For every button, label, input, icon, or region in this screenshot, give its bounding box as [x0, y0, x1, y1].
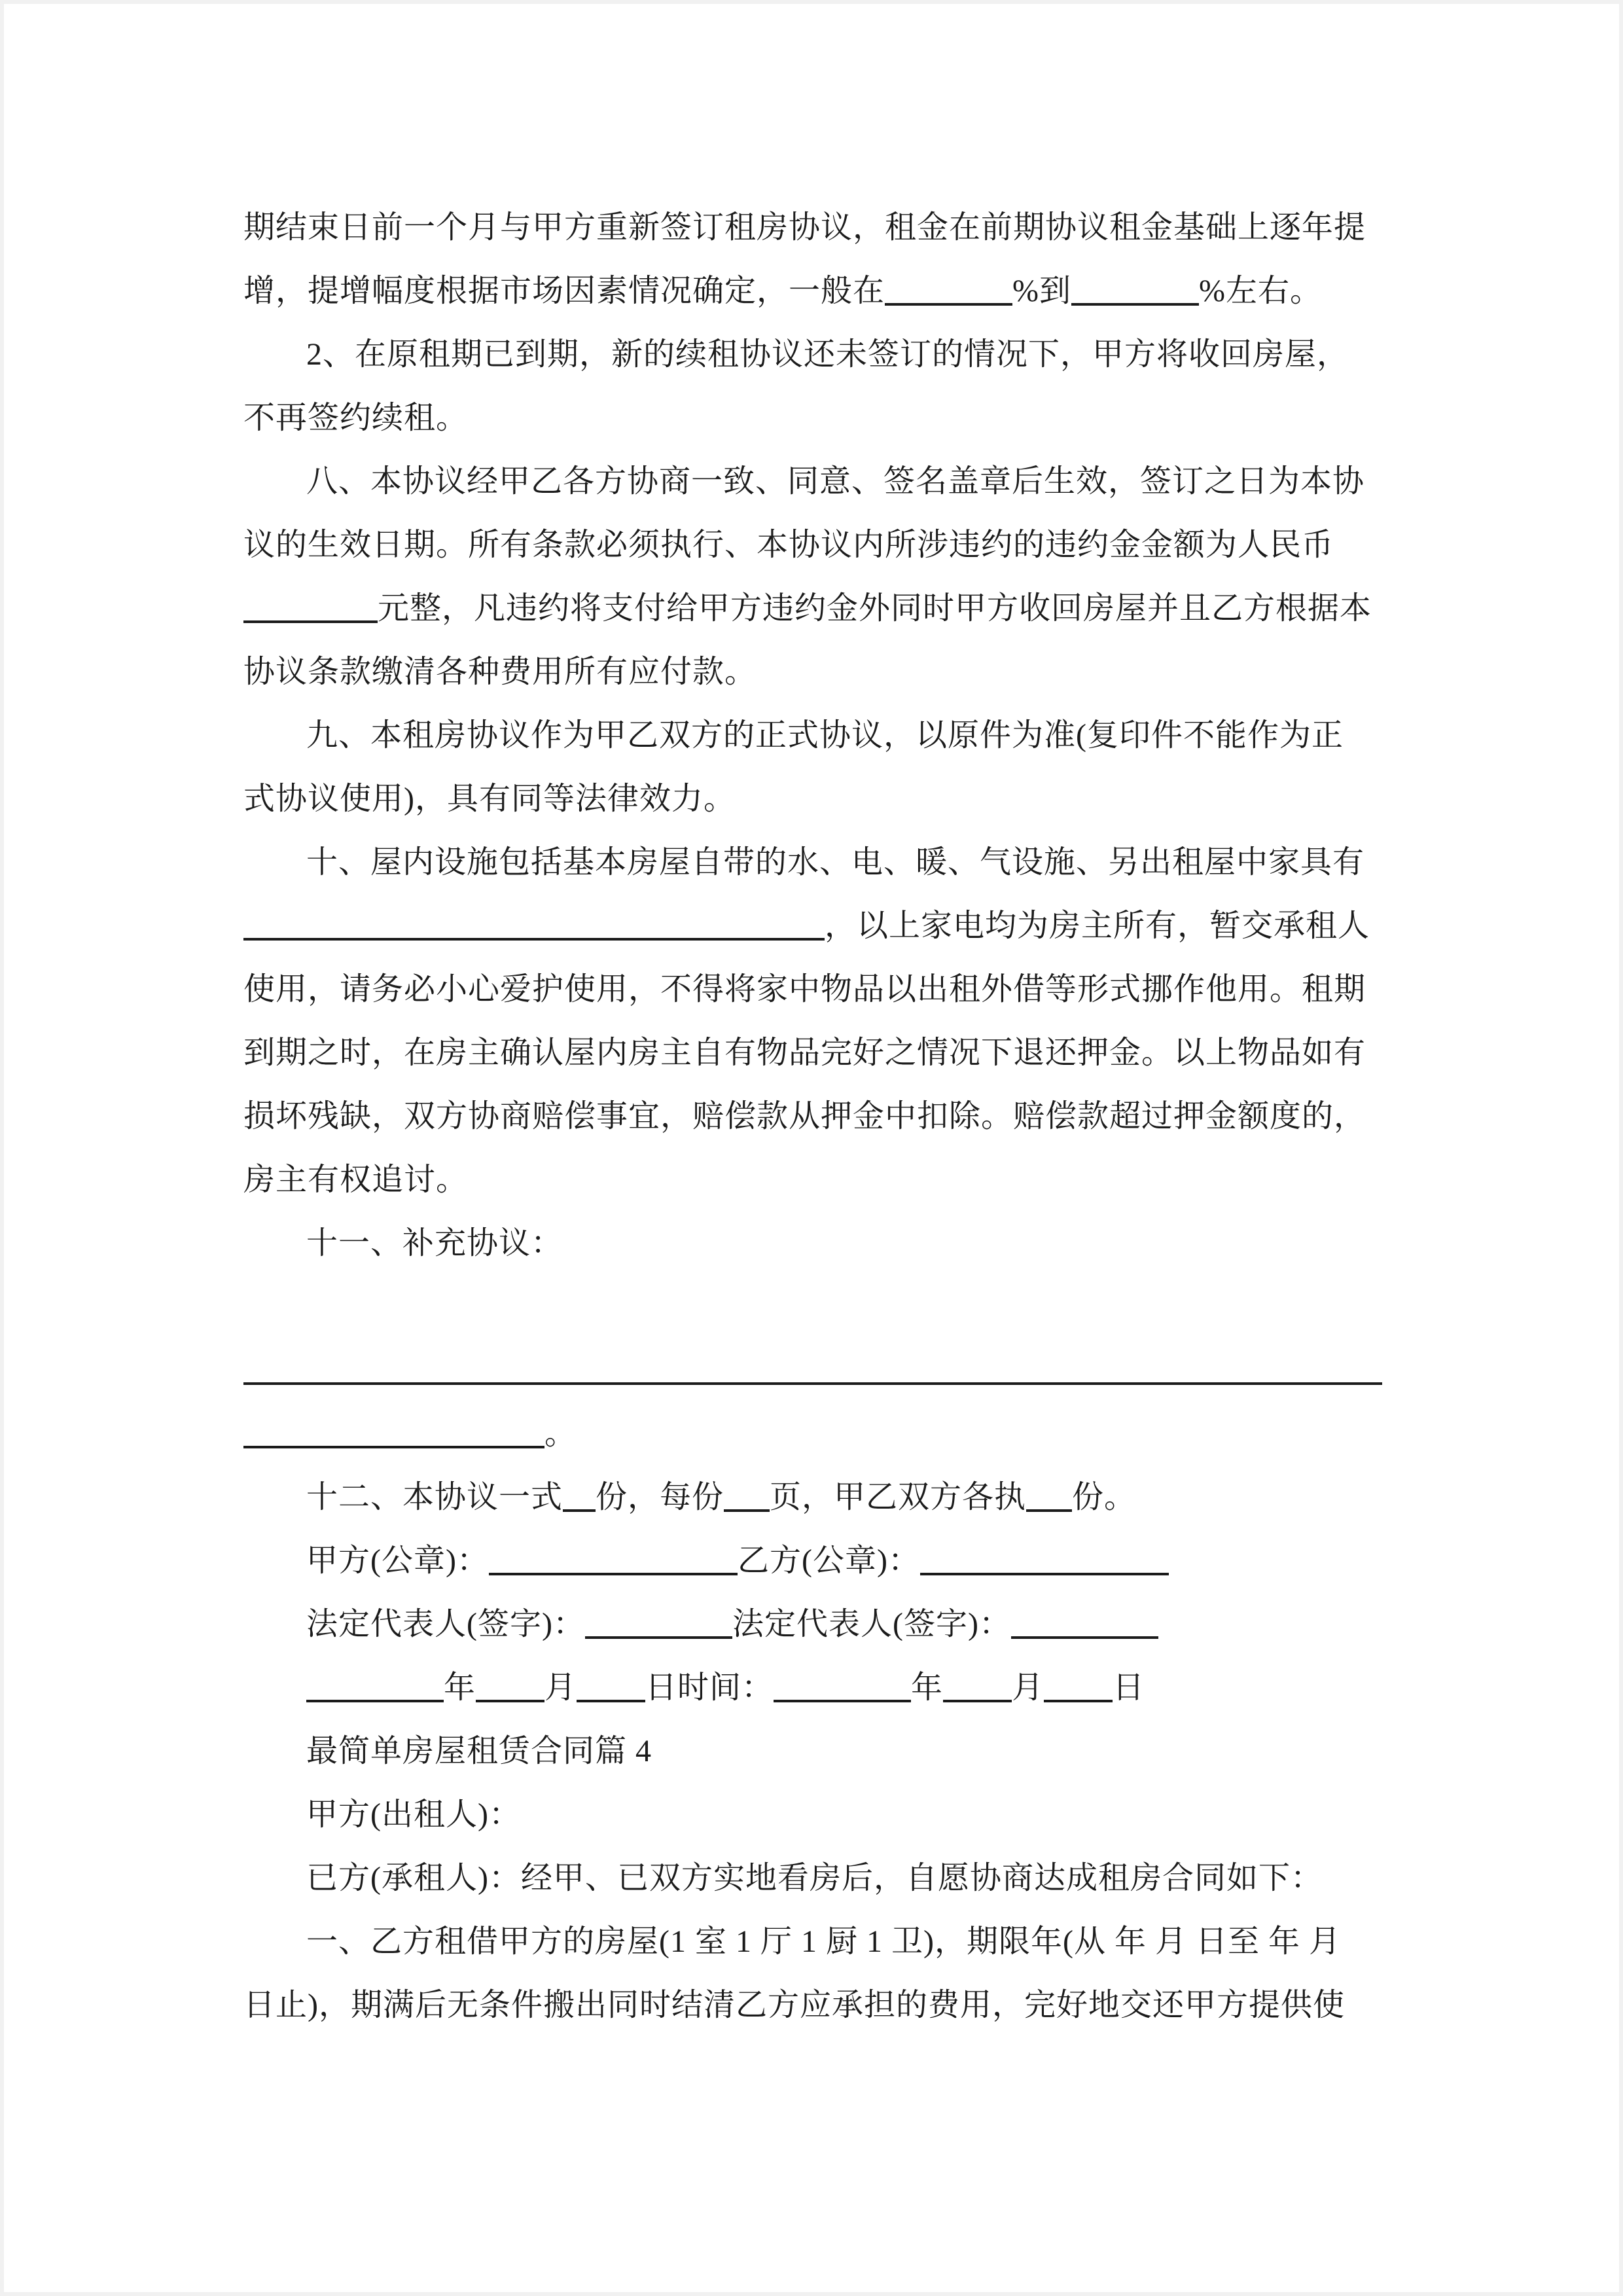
- contract-line: [243, 1465, 1382, 1529]
- contract-line: [243, 831, 1382, 894]
- text-run: 日止)，期满后无条件搬出同时结清乙方应承担的费用，完好地交还甲方提供使: [243, 1988, 1345, 2022]
- text-run: 日时间：: [645, 1670, 774, 1705]
- text-run: 八、本协议经甲乙各方协商一致、同意、签名盖章后生效，签订之日为本协: [306, 464, 1365, 499]
- text-run: 损坏残缺，双方协商赔偿事宜，赔偿款从押金中扣除。赔偿款超过押金额度的，: [243, 1099, 1366, 1134]
- contract-line: [243, 1085, 1382, 1148]
- blank-field: [476, 1698, 544, 1702]
- contract-line: [243, 1148, 1382, 1211]
- blank-field: [1071, 302, 1199, 306]
- text-run: 使用，请务必小心爱护使用，不得将家中物品以出租外借等形式挪作他用。租期: [243, 972, 1366, 1007]
- text-run: 一、乙方租借甲方的房屋(1 室 1 厅 1 厨 1 卫)，期限年(从 年 月 日至 年 月: [306, 1924, 1341, 1959]
- blank-field: [243, 1444, 544, 1448]
- text-run: 法定代表人(签字)：: [306, 1607, 585, 1641]
- contract-line: [243, 450, 1382, 513]
- blank-field: [724, 1508, 770, 1512]
- blank-field: [885, 302, 1012, 306]
- text-run: 式协议使用)，具有同等法律效力。: [243, 781, 736, 816]
- text-run: 份。: [1072, 1480, 1137, 1515]
- blank-field: [577, 1698, 645, 1702]
- text-run: 份，每份: [596, 1480, 724, 1515]
- blank-field: [563, 1508, 596, 1512]
- blank-field: [943, 1698, 1012, 1702]
- blank-field: [243, 937, 825, 941]
- blank-field: [1011, 1635, 1158, 1639]
- contract-line: [243, 767, 1382, 831]
- text-run: 月: [544, 1670, 577, 1705]
- contract-line: [243, 386, 1382, 450]
- text-run: 法定代表人(签字)：: [732, 1607, 1011, 1641]
- text-run: 十、屋内设施包括基本房屋自带的水、电、暖、气设施、另出租屋中家具有: [306, 845, 1365, 880]
- text-run: %左右。: [1199, 274, 1323, 308]
- contract-line: [243, 513, 1382, 577]
- contract-line: [243, 894, 1382, 958]
- text-run: 增，提增幅度根据市场因素情况确定，一般在: [243, 274, 885, 308]
- text-run: 甲方(出租人)：: [306, 1797, 521, 1832]
- text-run: 年: [911, 1670, 944, 1705]
- contract-line: [243, 1719, 1382, 1783]
- blank-field: [1044, 1698, 1113, 1702]
- text-run: 议的生效日期。所有条款必须执行、本协议内所涉违约的违约金金额为人民币: [243, 528, 1334, 562]
- text-run: 页，甲乙双方各执: [770, 1480, 1027, 1515]
- text-run: 日: [1113, 1670, 1145, 1705]
- contract-line: [243, 1529, 1382, 1592]
- text-run: 已方(承租人)：经甲、已双方实地看房后，自愿协商达成租房合同如下：: [306, 1861, 1323, 1895]
- contract-line: [243, 577, 1382, 640]
- blank-field: [774, 1698, 911, 1702]
- contract-line: [243, 1656, 1382, 1719]
- contract-line: [243, 1592, 1382, 1656]
- blank-field: [243, 619, 378, 623]
- text-run: 房主有权追讨。: [243, 1162, 469, 1197]
- text-run: 。: [544, 1416, 577, 1451]
- contract-line: [243, 1338, 1382, 1402]
- text-run: 协议条款缴清各种费用所有应付款。: [243, 655, 757, 689]
- contract-line: [243, 640, 1382, 704]
- contract-line: [243, 1910, 1382, 1973]
- text-run: 不再签约续租。: [243, 401, 469, 435]
- contract-line: [243, 323, 1382, 386]
- blank-field: [306, 1698, 444, 1702]
- text-run: 元整，凡违约将支付给甲方违约金外同时甲方收回房屋并且乙方根据本: [378, 591, 1372, 626]
- contract-line: [243, 1846, 1382, 1910]
- text-run: 期结束日前一个月与甲方重新签订租房协议，租金在前期协议租金基础上逐年提: [243, 210, 1366, 245]
- contract-line: [243, 704, 1382, 767]
- text-run: 月: [1012, 1670, 1044, 1705]
- blank-field: [920, 1571, 1169, 1575]
- contract-line: [243, 1275, 1382, 1338]
- contract-line: [243, 958, 1382, 1021]
- text-run: ，以上家电均为房主所有，暂交承租人: [825, 908, 1370, 943]
- blank-field: [243, 1381, 1382, 1385]
- text-run: 十二、本协议一式: [306, 1480, 563, 1515]
- contract-line: [243, 1973, 1382, 2037]
- text-run: 十一、补充协议：: [306, 1226, 563, 1261]
- blank-field: [1026, 1508, 1072, 1512]
- text-run: %到: [1012, 274, 1072, 308]
- contract-line: [243, 1211, 1382, 1275]
- text-run: 最简单房屋租赁合同篇 4: [306, 1734, 652, 1768]
- blank-field: [489, 1571, 738, 1575]
- contract-line: [243, 259, 1382, 323]
- text-run: 年: [444, 1670, 476, 1705]
- contract-line: [243, 196, 1382, 259]
- contract-line: [243, 1402, 1382, 1465]
- text-run: 乙方(公章)：: [737, 1543, 920, 1578]
- blank-field: [585, 1635, 732, 1639]
- contract-line: [243, 1021, 1382, 1085]
- text-run: 甲方(公章)：: [306, 1543, 489, 1578]
- text-run: 到期之时，在房主确认屋内房主自有物品完好之情况下退还押金。以上物品如有: [243, 1035, 1366, 1070]
- contract-line: [243, 1783, 1382, 1846]
- text-run: 九、本租房协议作为甲乙双方的正式协议，以原件为准(复印件不能作为正: [306, 718, 1344, 753]
- text-run: 2、在原租期已到期，新的续租协议还未签订的情况下，甲方将收回房屋，: [306, 337, 1349, 372]
